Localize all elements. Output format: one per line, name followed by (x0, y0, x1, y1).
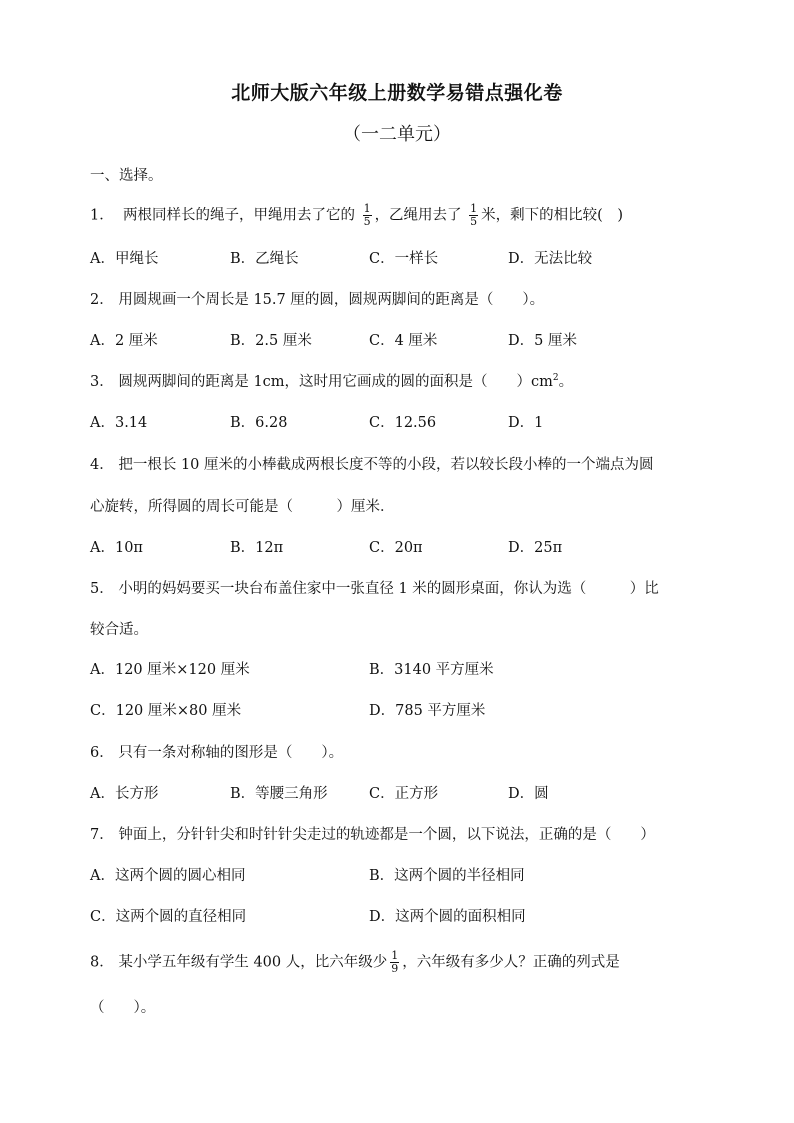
question-4-line-2: 心旋转，所得圆的周长可能是（ ）厘米． (90, 499, 395, 515)
fraction (363, 203, 372, 228)
option-a[interactable]: A．2 厘米 (90, 333, 158, 349)
section-heading: 一、选择。 (90, 168, 163, 184)
fraction (390, 950, 399, 975)
option-d[interactable]: D．圆 (508, 786, 549, 802)
option-c[interactable]: C．正方形 (369, 786, 439, 802)
option-a[interactable]: A．甲绳长 (90, 251, 159, 267)
denominator: 9 (391, 962, 399, 975)
superscript: 2 (552, 373, 559, 384)
option-c[interactable]: C．4 厘米 (369, 333, 438, 349)
option-a[interactable]: A．这两个圆的圆心相同 (90, 868, 246, 884)
question-7: 7． 钟面上，分针针尖和时针针尖走过的轨迹都是一个圆，以下说法，正确的是（ ） (90, 827, 655, 843)
option-c[interactable]: C．20π (369, 540, 423, 556)
question-4-line-1: 4． 把一根长 10 厘米的小棒截成两根长度不等的小段，若以较长段小棒的一个端点为圆 (90, 457, 654, 473)
option-a[interactable]: A．长方形 (90, 786, 159, 802)
option-b[interactable]: B．3140 平方厘米 (369, 662, 494, 678)
question-text: 8． 某小学五年级有学生 400 人，比六年级少 (90, 954, 388, 971)
option-b[interactable]: B．6.28 (230, 415, 288, 431)
question-6: 6． 只有一条对称轴的图形是（ ）。 (90, 745, 344, 761)
option-a[interactable]: A．3.14 (90, 415, 148, 431)
question-5-line-1: 5． 小明的妈妈要买一块台布盖住家中一张直径 1 米的圆形桌面，你认为选（ ）比 (90, 581, 659, 597)
option-c[interactable]: C．这两个圆的直径相同 (90, 909, 247, 925)
numerator: 1 (470, 202, 478, 215)
option-d[interactable]: D．1 (508, 415, 544, 431)
question-8-line-2: （ ）。 (90, 1000, 156, 1016)
question-text: 3． 圆规两脚间的距离是 1cm，这时用它画成的圆的面积是（ ）cm (90, 374, 553, 390)
question-5-line-2: 较合适。 (90, 622, 148, 638)
option-d[interactable]: D．这两个圆的面积相同 (369, 909, 526, 925)
option-a[interactable]: A．120 厘米×120 厘米 (90, 662, 250, 678)
option-b[interactable]: B．2.5 厘米 (230, 333, 312, 349)
option-d[interactable]: D．无法比较 (508, 251, 593, 267)
option-c[interactable]: C．120 厘米×80 厘米 (90, 703, 242, 719)
option-b[interactable]: B．乙绳长 (230, 251, 299, 267)
question-text: 两根同样长的绳子，甲绳用去了它的 (122, 207, 355, 224)
question-3 (90, 370, 573, 391)
fraction (469, 203, 478, 228)
question-8-line-1 (90, 950, 620, 975)
option-d[interactable]: D．25π (508, 540, 563, 556)
denominator: 5 (363, 215, 371, 228)
option-b[interactable]: B．12π (230, 540, 284, 556)
option-c[interactable]: C．一样长 (369, 251, 439, 267)
denominator: 5 (470, 215, 478, 228)
question-number: 1． (90, 207, 114, 224)
question-text: ，乙绳用去了 (374, 207, 462, 224)
numerator: 1 (363, 202, 371, 215)
option-d[interactable]: D．5 厘米 (508, 333, 577, 349)
option-d[interactable]: D．785 平方厘米 (369, 703, 486, 719)
question-text: ，六年级有多少人？正确的列式是 (402, 954, 620, 971)
question-2: 2． 用圆规画一个周长是 15.7 厘的圆，圆规两脚间的距离是（ ）。 (90, 292, 545, 308)
question-text: 米，剩下的相比较( ) (481, 207, 623, 224)
question-1 (90, 203, 623, 228)
numerator: 1 (391, 949, 399, 962)
option-a[interactable]: A．10π (90, 540, 143, 556)
option-b[interactable]: B．这两个圆的半径相同 (369, 868, 525, 884)
option-b[interactable]: B．等腰三角形 (230, 786, 328, 802)
page-subtitle: （一二单元） (343, 124, 451, 145)
option-c[interactable]: C．12.56 (369, 415, 437, 431)
page-title: 北师大版六年级上册数学易错点强化卷 (231, 82, 563, 104)
question-text: 。 (558, 374, 574, 390)
